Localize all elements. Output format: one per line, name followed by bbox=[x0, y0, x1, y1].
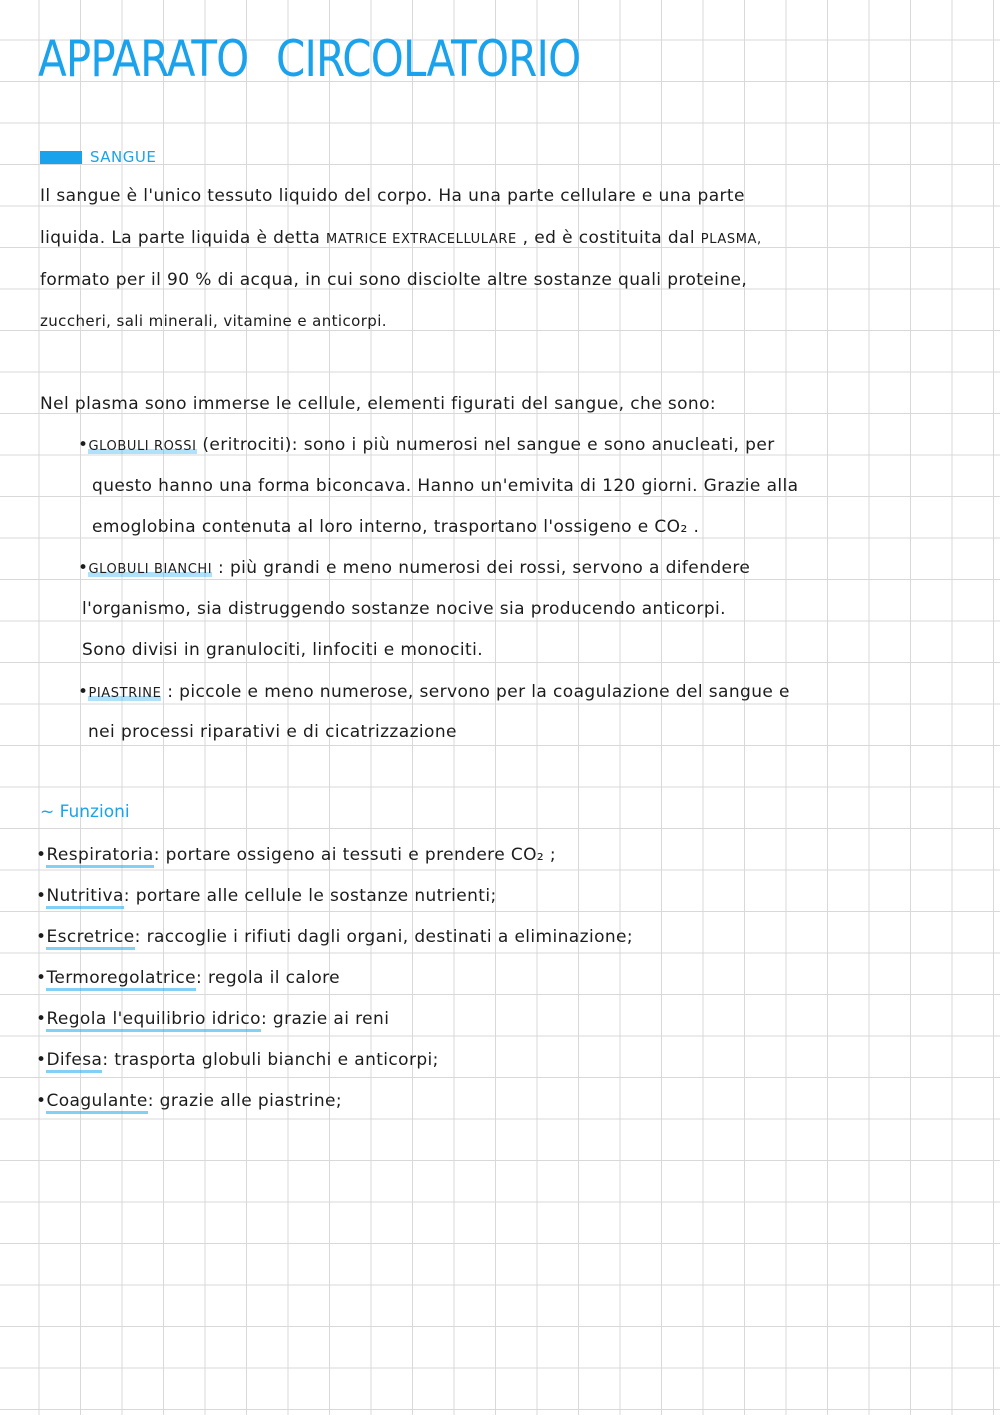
function-item bbox=[36, 845, 556, 865]
paragraph-line: Nel plasma sono immerse le cellule, elementi figurati del sangue, che sono: bbox=[40, 394, 717, 414]
paragraph-line: questo hanno una forma biconcava. Hanno un'emivita di 120 giorni. Grazie alla bbox=[92, 476, 799, 496]
text-fragment: , ed è costituita dal bbox=[522, 228, 695, 248]
function-text: : portare alle cellule le sostanze nutrienti; bbox=[123, 886, 497, 906]
function-name: Difesa bbox=[46, 1050, 102, 1073]
function-text: : raccoglie i rifiuti dagli organi, destinati a eliminazione; bbox=[134, 927, 634, 947]
paragraph-line: l'organismo, sia distruggendo sostanze nocive sia producendo anticorpi. bbox=[82, 599, 726, 619]
section-header bbox=[40, 146, 156, 168]
function-text: : regola il calore bbox=[196, 968, 341, 988]
paragraph-line: Il sangue è l'unico tessuto liquido del corpo. Ha una parte cellulare e una parte bbox=[40, 186, 745, 206]
function-name: Nutritiva bbox=[46, 886, 123, 909]
list-item-globuli-bianchi bbox=[78, 558, 750, 578]
function-name: Termoregolatrice bbox=[46, 968, 196, 991]
paragraph-line: Sono divisi in granulociti, linfociti e monociti. bbox=[82, 640, 484, 660]
section-label: SANGUE bbox=[90, 148, 157, 166]
function-name: Escretrice bbox=[46, 927, 134, 950]
functions-heading: ~ Funzioni bbox=[40, 802, 130, 822]
term-plasma: PLASMA, bbox=[700, 232, 762, 247]
text-fragment: (eritrociti): sono i più numerosi nel sangue e sono anucleati, per bbox=[202, 435, 775, 455]
bullet: • bbox=[36, 1009, 47, 1029]
text-fragment: liquida. La parte liquida è detta bbox=[40, 228, 321, 248]
text-fragment: : piccole e meno numerose, servono per la coagulazione del sangue e bbox=[167, 682, 790, 702]
list-item-globuli-rossi bbox=[78, 435, 775, 455]
function-name: Regola l'equilibrio idrico bbox=[46, 1009, 261, 1032]
term-matrice: MATRICE EXTRACELLULARE bbox=[326, 232, 517, 247]
function-item bbox=[36, 886, 497, 906]
paragraph-line: zuccheri, sali minerali, vitamine e anticorpi. bbox=[40, 312, 387, 330]
bullet: • bbox=[36, 1091, 47, 1111]
function-text: : grazie ai reni bbox=[260, 1009, 390, 1029]
function-item bbox=[36, 927, 633, 947]
paragraph-line bbox=[40, 228, 762, 248]
function-item bbox=[36, 1009, 389, 1029]
bullet: • bbox=[78, 558, 89, 578]
list-item-piastrine bbox=[78, 682, 790, 702]
paragraph-line: formato per il 90 % di acqua, in cui sono disciolte altre sostanze quali proteine, bbox=[40, 270, 748, 290]
function-name: Coagulante bbox=[46, 1091, 147, 1114]
function-text: : portare ossigeno ai tessuti e prendere CO₂ ; bbox=[153, 845, 557, 865]
function-name: Respiratoria bbox=[46, 845, 153, 868]
text-fragment: : più grandi e meno numerosi dei rossi, servono a difendere bbox=[218, 558, 751, 578]
function-item bbox=[36, 1050, 439, 1070]
page-title: APPARATO CIRCOLATORIO bbox=[38, 30, 581, 88]
bullet: • bbox=[36, 845, 47, 865]
term-globuli-bianchi: GLOBULI BIANCHI bbox=[88, 562, 213, 577]
function-text: : grazie alle piastrine; bbox=[147, 1091, 343, 1111]
function-text: : trasporta globuli bianchi e anticorpi; bbox=[102, 1050, 439, 1070]
bullet: • bbox=[36, 1050, 47, 1070]
bullet: • bbox=[36, 927, 47, 947]
section-marker bbox=[40, 151, 82, 164]
paragraph-line: nei processi riparativi e di cicatrizzazione bbox=[88, 722, 457, 742]
function-item bbox=[36, 1091, 342, 1111]
term-piastrine: PIASTRINE bbox=[88, 686, 162, 701]
bullet: • bbox=[36, 968, 47, 988]
bullet: • bbox=[36, 886, 47, 906]
paragraph-line: emoglobina contenuta al loro interno, trasportano l'ossigeno e CO₂ . bbox=[92, 517, 700, 537]
function-item bbox=[36, 968, 340, 988]
bullet: • bbox=[78, 682, 89, 702]
term-globuli-rossi: GLOBULI ROSSI bbox=[88, 439, 197, 454]
bullet: • bbox=[78, 435, 89, 455]
